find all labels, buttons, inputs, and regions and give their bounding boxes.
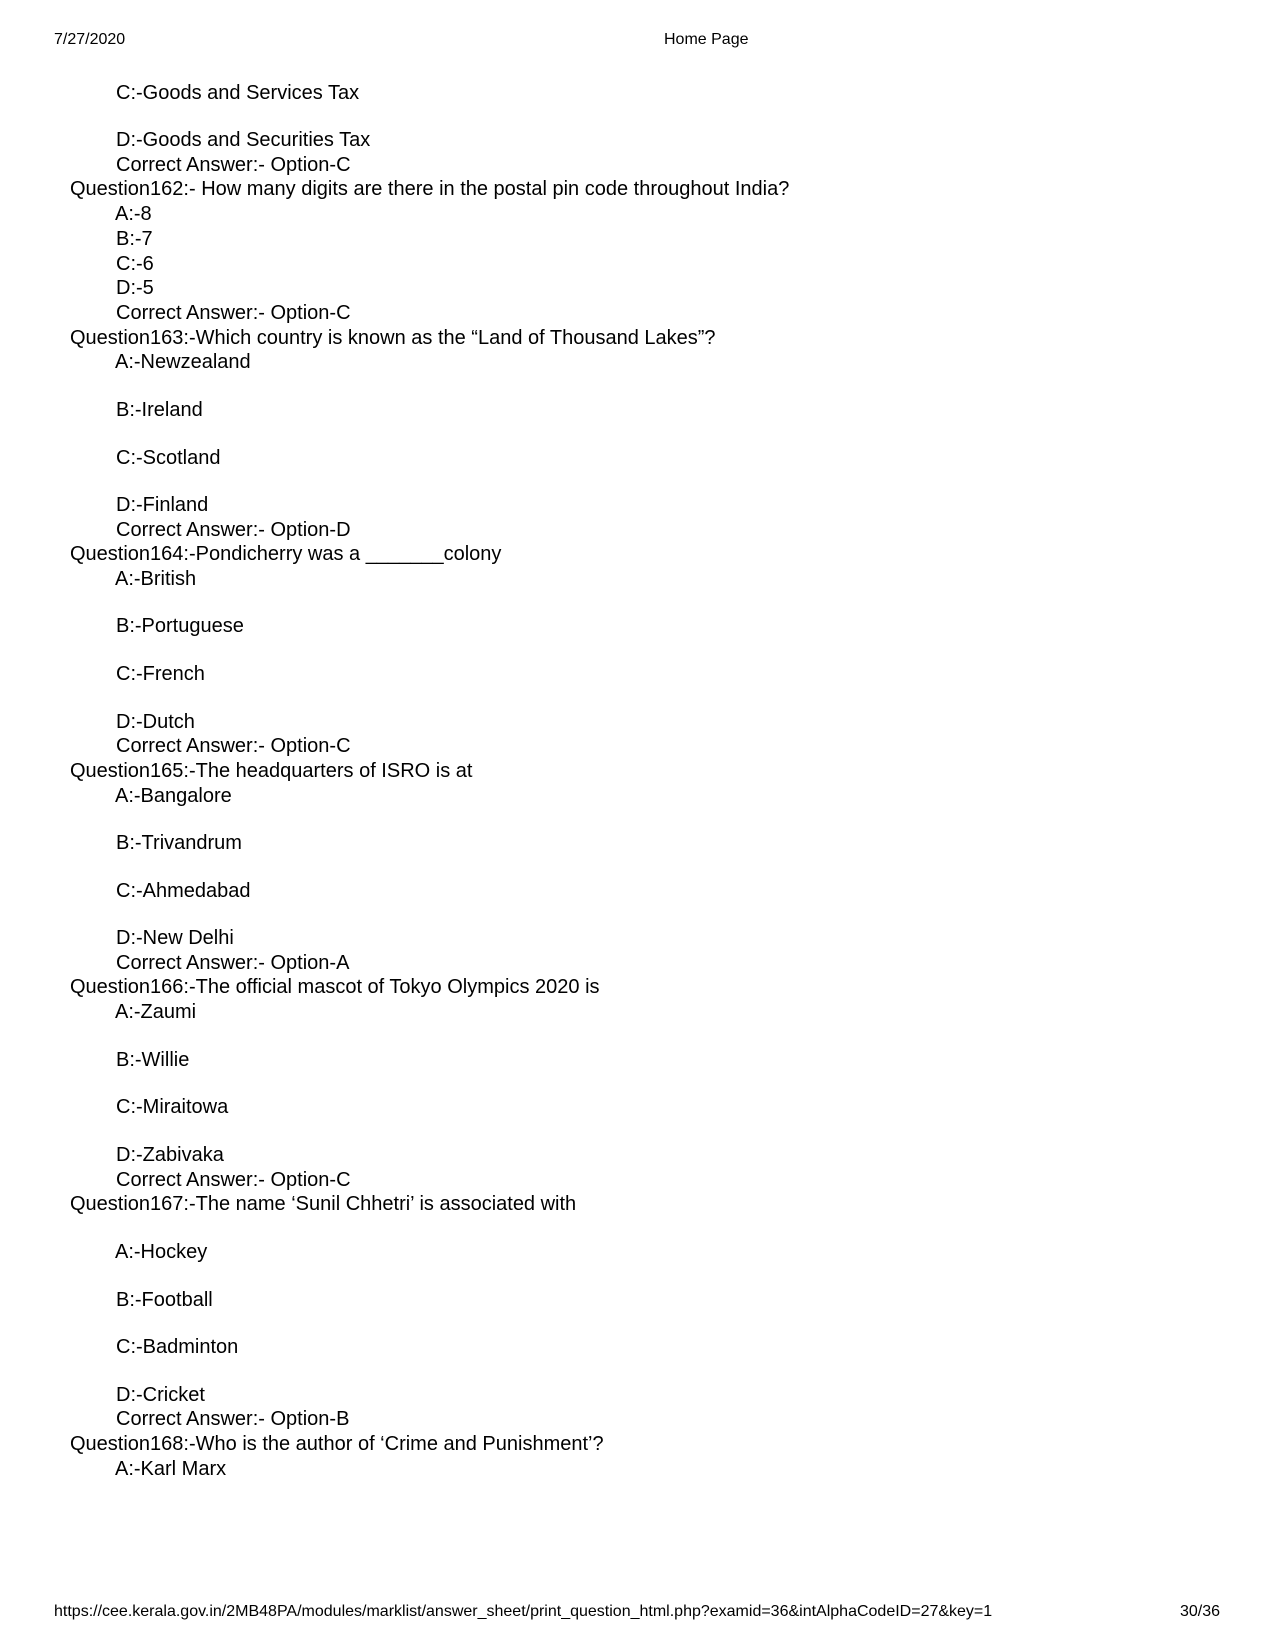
q165-option-d: D:-New Delhi (116, 927, 234, 949)
q168-option-a: A:-Karl Marx (115, 1458, 227, 1480)
q165-option-a: A:-Bangalore (115, 785, 232, 807)
q165-question: Question165:-The headquarters of ISRO is at (70, 760, 473, 782)
q164-option-b: B:-Portuguese (116, 615, 244, 637)
q163-option-d: D:-Finland (116, 494, 209, 516)
q167-option-c: C:-Badminton (116, 1336, 239, 1358)
q165-option-c: C:-Ahmedabad (116, 880, 251, 902)
q164-option-c: C:-French (116, 663, 205, 685)
q164-option-d: D:-Dutch (116, 711, 195, 733)
q161-option-c: C:-Goods and Services Tax (116, 82, 360, 104)
q166-correct-answer: Correct Answer:- Option-C (116, 1169, 351, 1191)
q164-correct-answer: Correct Answer:- Option-C (116, 735, 351, 757)
page-number: 30/36 (1180, 1603, 1221, 1620)
q161-option-d: D:-Goods and Securities Tax (116, 129, 371, 151)
page-title: Home Page (664, 31, 749, 48)
footer-url: https://cee.kerala.gov.in/2MB48PA/modules/marklist/answer_sheet/print_question_html.php?examid=36&intAlphaCodeID=27&key=1 (54, 1603, 993, 1620)
q168-question: Question168:-Who is the author of ‘Crime and Punishment’? (70, 1433, 604, 1455)
q161-correct-answer: Correct Answer:- Option-C (116, 154, 351, 176)
q162-correct-answer: Correct Answer:- Option-C (116, 302, 351, 324)
q166-option-b: B:-Willie (116, 1049, 190, 1071)
q167-option-a: A:-Hockey (115, 1241, 208, 1263)
q166-option-c: C:-Miraitowa (116, 1096, 229, 1118)
q166-option-a: A:-Zaumi (115, 1001, 197, 1023)
q164-question: Question164:-Pondicherry was a _______colony (70, 543, 502, 565)
q163-option-b: B:-Ireland (116, 399, 203, 421)
q163-question: Question163:-Which country is known as the “Land of Thousand Lakes”? (70, 327, 716, 349)
q165-correct-answer: Correct Answer:- Option-A (116, 952, 350, 974)
q163-correct-answer: Correct Answer:- Option-D (116, 519, 351, 541)
q166-option-d: D:-Zabivaka (116, 1144, 224, 1166)
q164-option-a: A:-British (115, 568, 197, 590)
q166-question: Question166:-The official mascot of Tokyo Olympics 2020 is (70, 976, 600, 998)
q162-option-a: A:-8 (115, 203, 152, 225)
q162-option-b: B:-7 (116, 228, 153, 250)
q162-option-d: D:-5 (116, 277, 154, 299)
q167-option-d: D:-Cricket (116, 1384, 205, 1406)
q167-question: Question167:-The name ‘Sunil Chhetri’ is associated with (70, 1193, 577, 1215)
print-date: 7/27/2020 (54, 31, 126, 48)
q162-option-c: C:-6 (116, 253, 154, 275)
q167-correct-answer: Correct Answer:- Option-B (116, 1408, 350, 1430)
q167-option-b: B:-Football (116, 1289, 213, 1311)
q163-option-c: C:-Scotland (116, 447, 221, 469)
q162-question: Question162:- How many digits are there in the postal pin code throughout India? (70, 178, 790, 200)
q165-option-b: B:-Trivandrum (116, 832, 242, 854)
q163-option-a: A:-Newzealand (115, 351, 251, 373)
